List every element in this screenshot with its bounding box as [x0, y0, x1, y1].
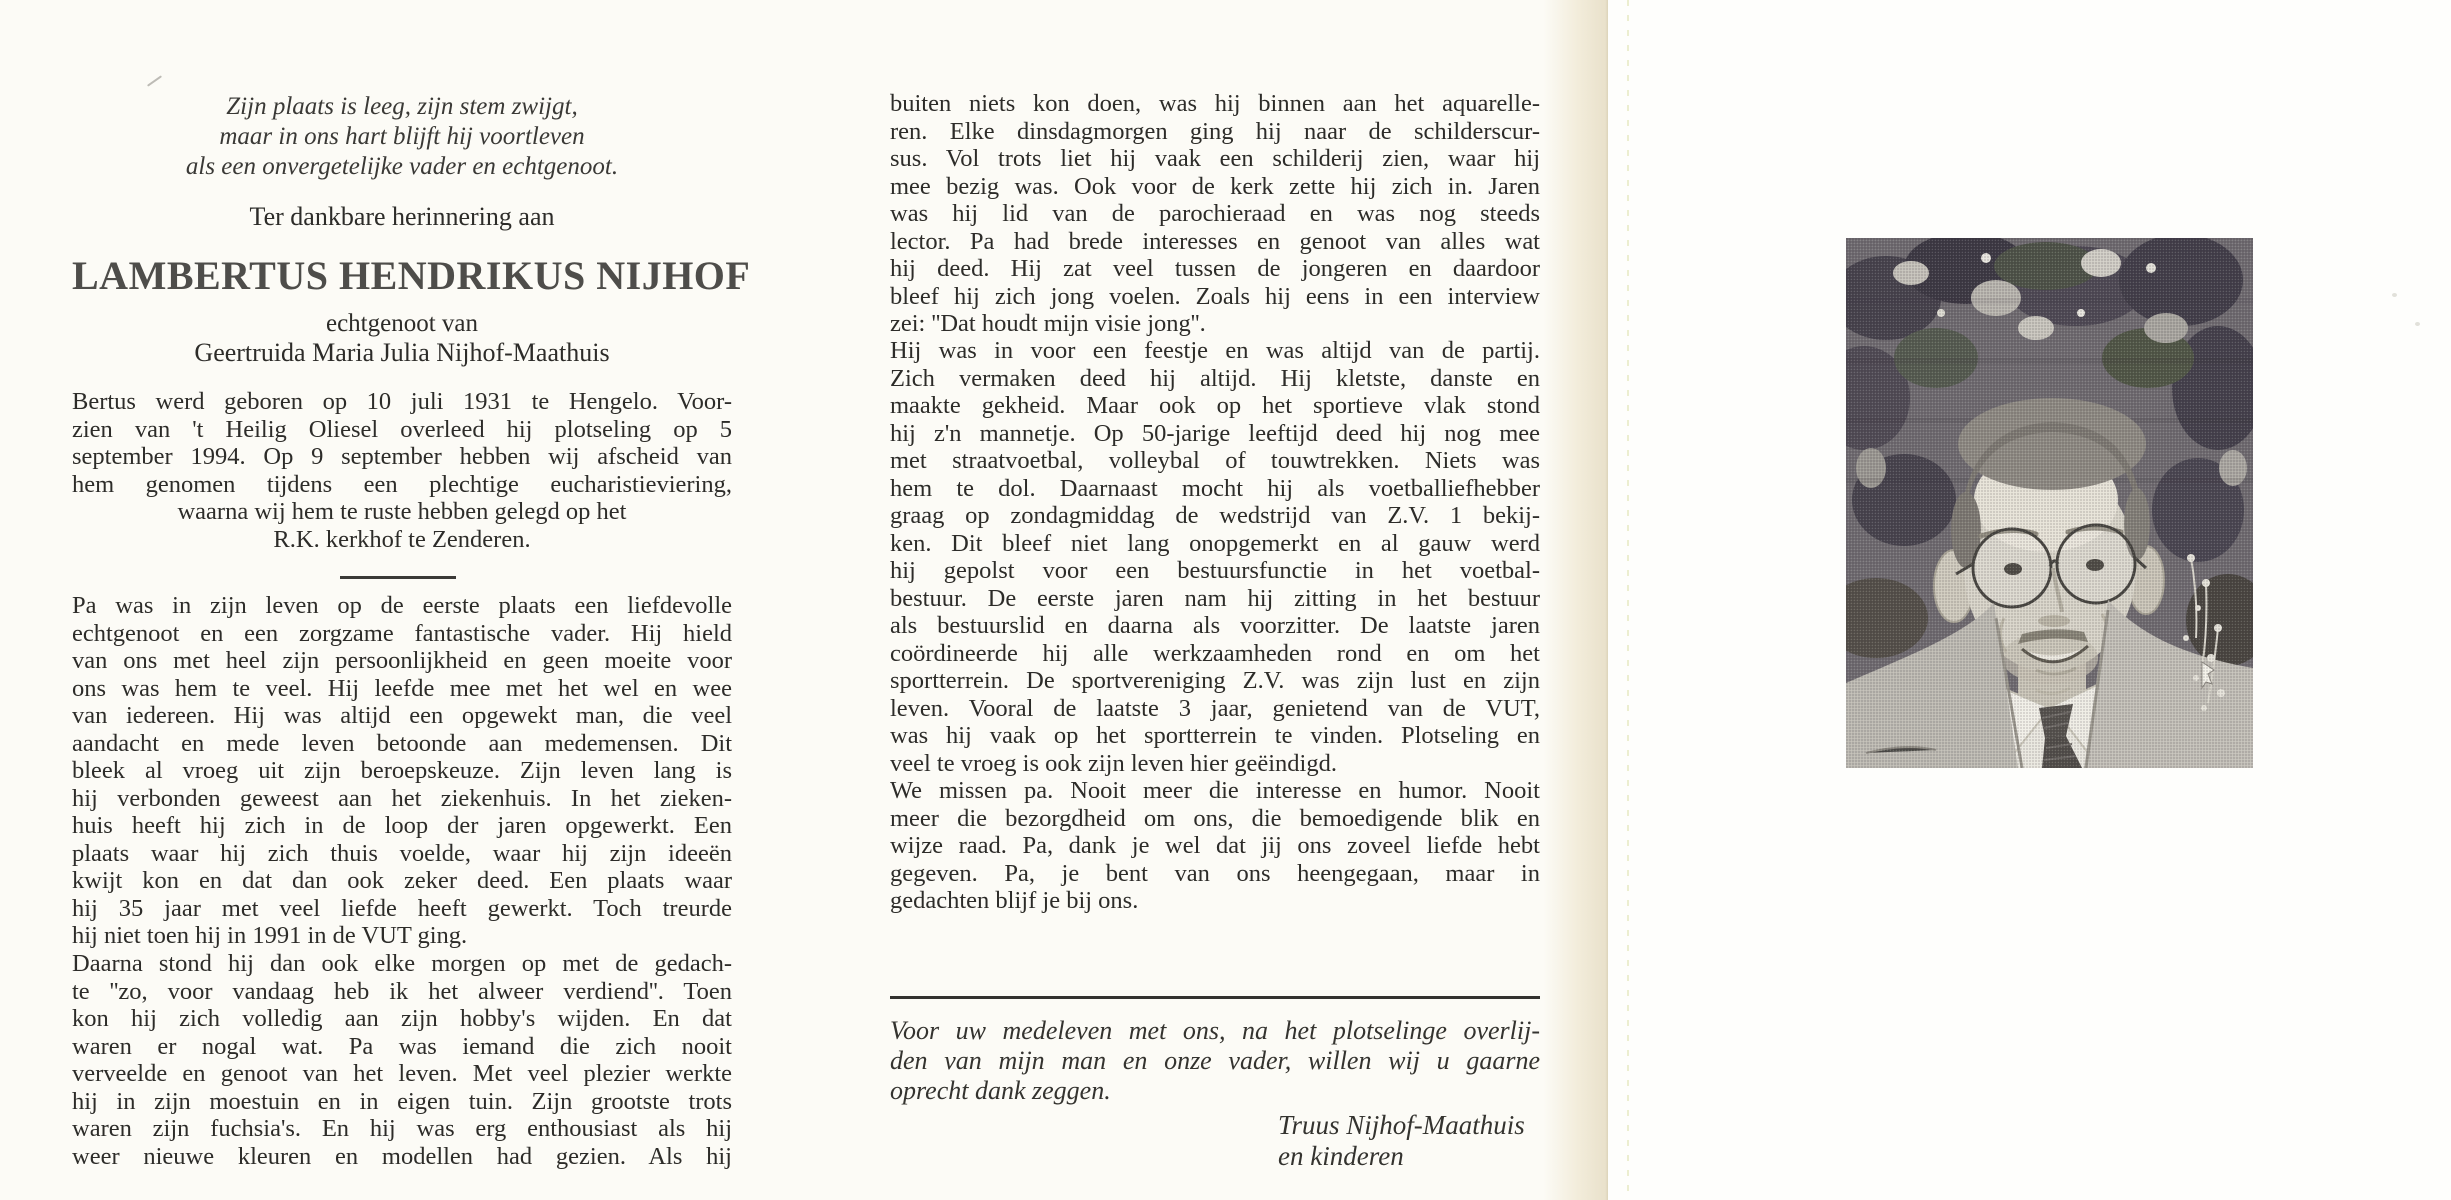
dedication-line: Ter dankbare herinnering aan — [249, 202, 555, 231]
halftone-overlay — [1846, 238, 2253, 768]
life-story-paragraph-4: Hij was in voor een feestje en was altijd van de partij. Zich vermaken deed hij altijd. Hij kletste, danste en maakte gekheid. Maar ook op het sportieve vlak stond hij z'n mannetje. Op 50-jarige leeftijd deed hij nog mee met straatvoetbal, volleybal of touwtrekken. Niets was hem te dol. Daarnaast mocht hij als voetballiefhebber graag op zondagmiddag de wedstrijd van Z.V. 1 bekij- ken. Dit bleef niet lang onopgemerkt en al gauw werd hij gepolst voor een bestuursfunctie in het voetbal- bestuur. De eerste jaren nam hij zitting in het bestuur als bestuurslid en daarna als voorzitter. De laatste jaren coördineerde hij alle werkzaamheden rond en om het sportterrein. De sportvereniging Z.V. was zijn lust en zijn leven. Vooral de laatste 3 jaar, genietend van de VUT, was hij vaak op het sportterrein te vinden. Plotseling en veel te vroeg is ook zijn leven hier geëindigd. — [890, 337, 1540, 777]
spouse-intro: echtgenoot van — [325, 310, 479, 337]
spouse-name: Geertruida Maria Julia Nijhof-Maathuis — [194, 338, 610, 367]
long-divider — [890, 996, 1540, 999]
page-fold-shadow — [1543, 0, 1608, 1200]
life-story-paragraph-3: buiten niets kon doen, was hij binnen aan het aquarelle- ren. Elke dinsdagmorgen ging hij naar de schilderscur- sus. Vol trots liet hij vaak een schilderij zien, waar hij mee bezig was. Ook voor de kerk zette hij zich in. Jaren was hij lid van de parochieraad en was nog steeds lector. Pa had brede interesses en genoot van alles wat hij deed. Hij zat veel tussen de jongeren en daardoor bleef hij zich jong voelen. Zoals hij eens in een interview zei: ''Dat houdt mijn visie jong''. — [890, 90, 1540, 337]
signature-block: Truus Nijhof-Maathuis en kinderen — [1278, 1110, 1525, 1171]
scan-speck — [2415, 322, 2420, 326]
portrait-photo-graphic — [1846, 238, 2253, 768]
middle-text-column — [890, 0, 1540, 1200]
life-story-paragraph-2: Daarna stond hij dan ook elke morgen op met de gedach- te ''zo, voor vandaag heb ik het alweer verdiend''. Toen kon hij zich volledig aan zijn hobby's wijden. En dat waren er nogal wat. Pa was iemand die zich nooit verveelde en genoot van het leven. Met veel plezier werkte hij in zijn moestuin en in eigen tuin. Zijn grootste trots waren zijn fuchsia's. En hij was erg enthousiast als hij weer nieuwe kleuren en modellen had gezien. Als hij — [72, 950, 732, 1170]
burial-place-lines: waarna wij hem te ruste hebben gelegd op het R.K. kerkhof te Zenderen. — [177, 498, 627, 553]
remembrance-paragraph: We missen pa. Nooit meer die interesse en humor. Nooit meer die bezorgdheid om ons, die bemoedigende blik en wijze raad. Pa, dank je wel dat jij ons zoveel liefde hebt gegeven. Pa, je bent van ons heengegaan, maar in gedachten blijf je bij ons. — [890, 777, 1540, 914]
acknowledgement-note: Voor uw medeleven met ons, na het plotselinge overlij- den van mijn man en onze vader, willen wij u gaarne oprecht dank zeggen. — [890, 1016, 1540, 1105]
short-divider — [340, 576, 456, 579]
left-text-column — [72, 0, 751, 1200]
opening-verse: Zijn plaats is leeg, zijn stem zwijgt, maar in ons hart blijft hij voortleven als een onvergetelijke vader en echtgenoot. — [185, 93, 619, 180]
deceased-name-heading: LAMBERTUS HENDRIKUS NIJHOF — [72, 253, 751, 298]
crease-line — [1627, 0, 1629, 1200]
portrait-photo — [1846, 238, 2253, 768]
life-story-paragraph-1: Pa was in zijn leven op de eerste plaats een liefdevolle echtgenoot en een zorgzame fantastische vader. Hij hield van ons met heel zijn persoonlijkheid en geen moeite voor ons was hem te veel. Hij leefde mee met het wel en wee van iedereen. Hij was altijd een opgewekt man, die veel aandacht en mede leven betoonde aan medemensen. Dit bleek al vroeg uit zijn beroepskeuze. Zijn leven lang is hij verbonden geweest aan het ziekenhuis. In het zieken- huis heeft hij zich in de loop der jaren opgewerkt. Een plaats waar hij zich thuis voelde, waar hij zijn ideeën kwijt kon en dat dan ook zeker deed. Een plaats waar hij 35 jaar met veel liefde heeft gewerkt. Toch treurde hij niet toen hij in 1991 in de VUT ging. — [72, 592, 732, 949]
scan-speck — [2392, 293, 2397, 297]
birth-and-farewell-paragraph: Bertus werd geboren op 10 juli 1931 te Hengelo. Voor- zien van 't Heilig Oliesel overleed hij plotseling op 5 september 1994. Op 9 september hebben wij afscheid van hem genomen tijdens een plechtige eucharistieviering, — [72, 388, 732, 498]
